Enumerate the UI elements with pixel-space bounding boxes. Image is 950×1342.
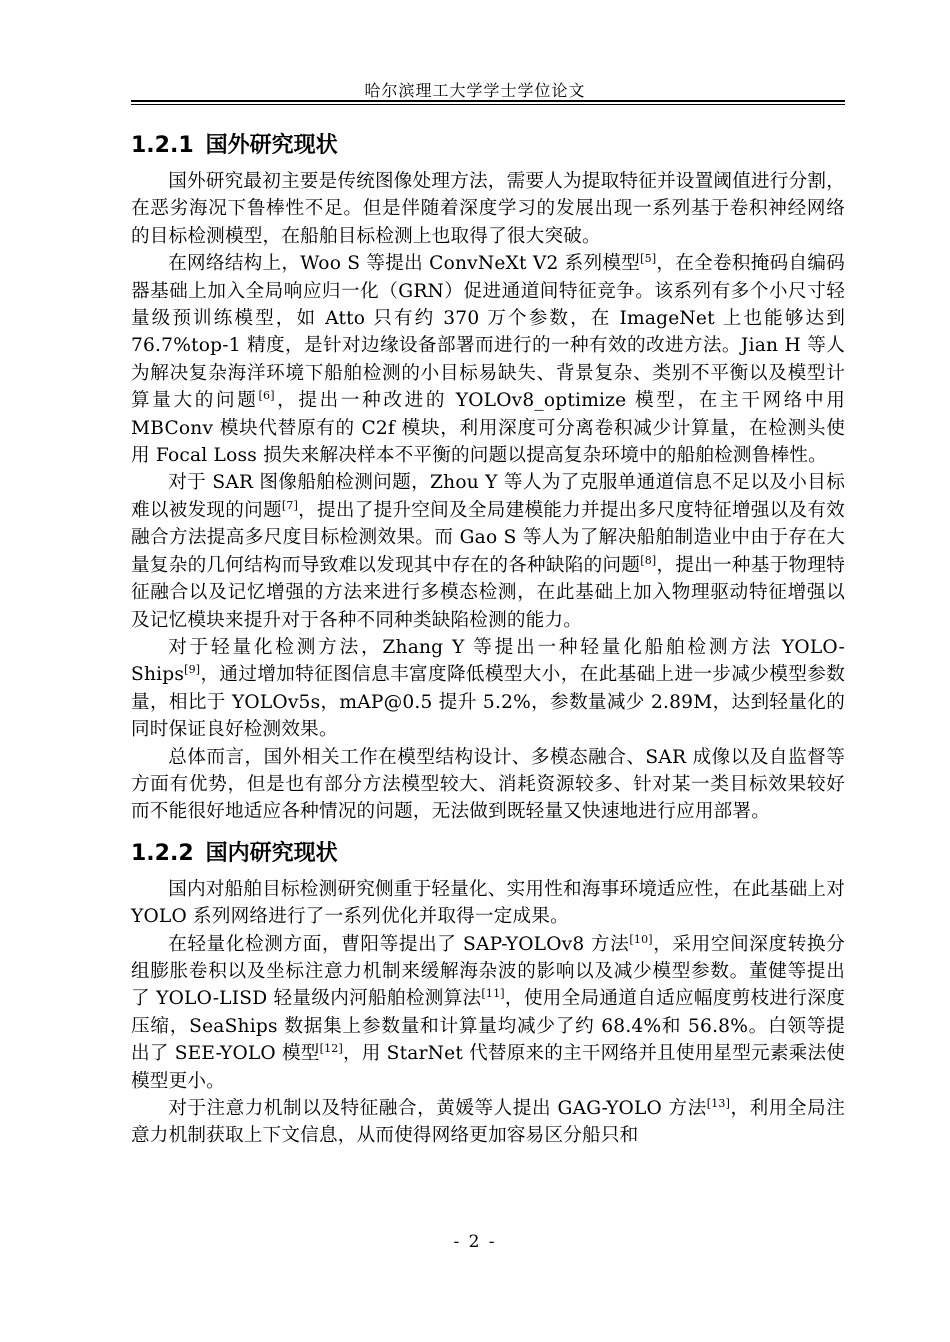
header-rule-thin [131,104,845,105]
paragraph-text: 总体而言，国外相关工作在模型结构设计、多模态融合、SAR 成像以及自监督等方面有优势，但是也有部分方法模型较大、消耗资源较多、针对某一类目标效果较好而不能很好地适应各种情况的问题，无法做到既轻量又快速地进行应用部署。 [131,746,845,823]
section-title: 国外研究现状 [205,133,338,158]
paragraph-text: ，通过增加特征图信息丰富度降低模型大小，在此基础上进一步减少模型参数量，相比于 YOLOv5s，mAP@0.5 提升 5.2%，参数量减少 2.89M，达到轻量化的同时保证良好检测效果。 [131,664,845,741]
paragraph-text: ，使用全局通道自适应幅度剪枝进行深度压缩，SeaShips 数据集上参数量和计算量均减少了约 68.4%和 56.8%。白领等提出了 SEE-YOLO 模型 [131,988,845,1065]
paragraph-text: 对于 SAR 图像船舶检测问题，Zhou Y 等人为了克服单通道信息不足以及小目标难以被发现的问题 [131,472,845,521]
paragraph-text: ，用 StarNet 代替原来的主干网络并且使用星型元素乘法使模型更小。 [131,1043,845,1092]
citation-reference: [9] [184,663,201,677]
paragraph-text: 在轻量化检测方面，曹阳等提出了 SAP-YOLOv8 方法 [168,933,630,955]
citation-reference: [11] [481,987,505,1001]
page-body [131,128,845,1150]
body-paragraph [131,250,845,469]
header-rule-thick [131,100,845,102]
paragraph-text: ，采用空间深度转换分组膨胀卷积以及坐标注意力机制来缓解海杂波的影响以及减少模型参数。董健等提出了 YOLO-LISD 轻量级内河船舶检测算法 [131,933,845,1010]
body-paragraph [131,634,845,744]
citation-reference: [12] [319,1042,343,1056]
paragraph-text: 在网络结构上，Woo S 等提出 ConvNeXt V2 系列模型 [168,253,641,275]
paragraph-text: ，在全卷积掩码自编码器基础上加入全局响应归一化（GRN）促进通道间特征竞争。该系列有多个小尺寸轻量级预训练模型，如 Atto 只有约 370 万个参数，在 ImageNet 上也能够达到 76.7%top-1 精度，是针对边缘设备部署而进行的一种有效的改进方法。Jian H 等人为解决复杂海洋环境下船舶检测的小目标易缺失、背景复杂、类别不平衡以及模型计算量大的问题 [131,253,845,412]
citation-reference: [8] [640,553,657,567]
body-paragraph [131,168,845,250]
section-number: 1.2.1 [131,133,194,158]
paragraph-text: 国外研究最初主要是传统图像处理方法，需要人为提取特征并设置阈值进行分割，在恶劣海况下鲁棒性不足。但是伴随着深度学习的发展出现一系列基于卷积神经网络的目标检测模型，在船舶目标检测上也取得了很大突破。 [131,171,845,247]
paragraph-text: 对于注意力机制以及特征融合，黄媛等人提出 GAG-YOLO 方法 [168,1098,707,1119]
paragraph-text: ，提出了提升空间及全局建模能力并提出多尺度特征增强以及有效融合方法提高多尺度目标检测效果。而 Gao S 等人为了解决船舶制造业中由于存在大量复杂的几何结构而导致难以发现其中存在的各种缺陷的问题 [131,499,845,576]
paragraph-text: 国内对船舶目标检测研究侧重于轻量化、实用性和海事环境适应性，在此基础上对 YOLO 系列网络进行了一系列优化并取得一定成果。 [131,878,845,928]
citation-reference: [10] [629,932,653,946]
paragraph-text: 对于轻量化检测方法，Zhang Y 等提出一种轻量化船舶检测方法 YOLO-Ships [131,636,845,686]
body-paragraph [131,931,845,1095]
section-body [131,168,845,826]
citation-reference: [7] [281,498,299,512]
body-paragraph [131,1095,845,1150]
citation-reference: [13] [706,1097,731,1110]
running-header: 哈尔滨理工大学学士学位论文 [364,81,586,100]
body-paragraph [131,744,845,826]
citation-reference: [5] [640,252,657,266]
body-paragraph [131,876,845,931]
citation-reference: [6] [258,389,275,403]
section-number: 1.2.2 [131,840,194,866]
section-heading-1-2-1 [131,128,845,164]
section-heading-1-2-2 [131,836,845,872]
paragraph-text: ，利用全局注意力机制获取上下文信息，从而使得网络更加容易区分船只和 [131,1098,845,1147]
page-number: - 2 - [453,1232,497,1252]
paragraph-text: ，提出一种改进的 YOLOv8_optimize 模型，在主干网络中用 MBConv 模块代替原有的 C2f 模块，利用深度可分离卷积减少计算量，在检测头使用 Focal Loss 损失来解决样本不平衡的问题以提高复杂环境中的船舶检测鲁棒性。 [131,390,845,467]
section-body [131,876,845,1150]
body-paragraph [131,469,845,633]
section-title: 国内研究现状 [205,840,338,866]
paragraph-text: ，提出一种基于物理特征融合以及记忆增强的方法来进行多模态检测，在此基础上加入物理驱动特征增强以及记忆模块来提升对于各种不同种类缺陷检测的能力。 [131,554,845,631]
